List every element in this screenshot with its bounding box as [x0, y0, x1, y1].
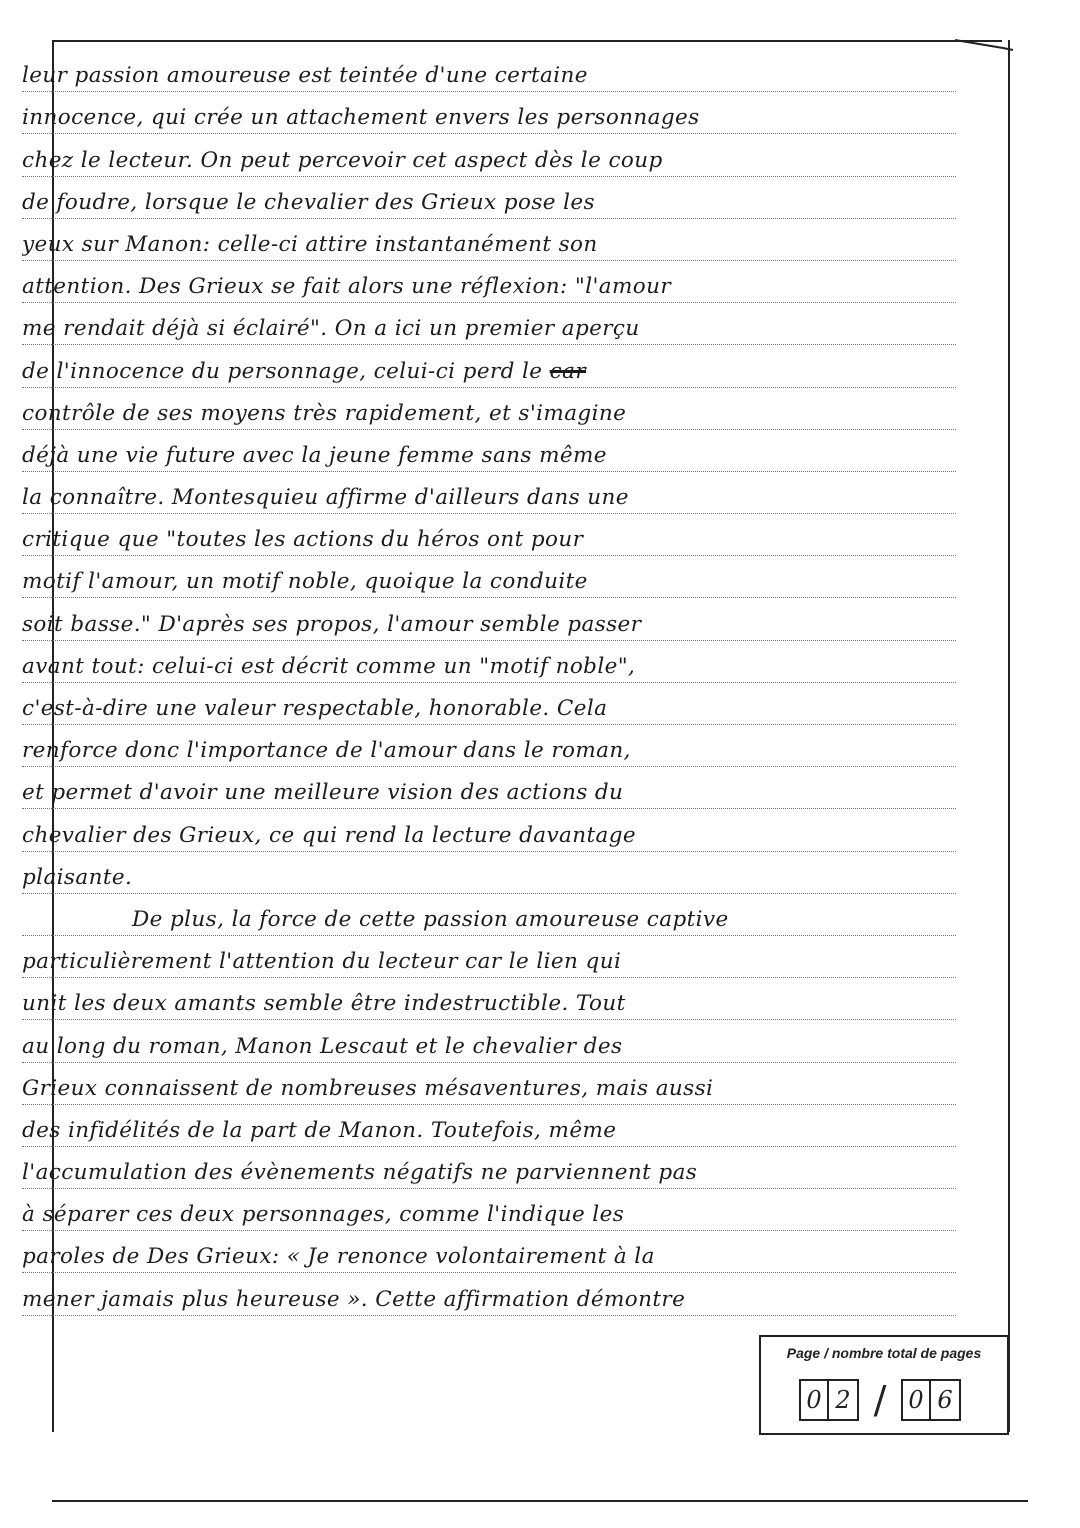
text-line: de foudre, lorsque le chevalier des Grieux pose les — [22, 177, 956, 219]
text-line: et permet d'avoir une meilleure vision des actions du — [22, 767, 956, 809]
top-border — [52, 40, 1002, 42]
text-line: yeux sur Manon: celle-ci attire instantanément son — [22, 219, 956, 261]
struck-out-word: car — [549, 358, 587, 384]
text-line: contrôle de ses moyens très rapidement, et s'imagine — [22, 388, 956, 430]
text-line: des infidélités de la part de Manon. Toutefois, même — [22, 1105, 956, 1147]
text-line: chez le lecteur. On peut percevoir cet aspect dès le coup — [22, 134, 956, 176]
text-line: c'est-à-dire une valeur respectable, honorable. Cela — [22, 683, 956, 725]
total-digit: 0 — [901, 1379, 931, 1421]
text-line: unit les deux amants semble être indestructible. Tout — [22, 978, 956, 1020]
text-line: chevalier des Grieux, ce qui rend la lecture davantage — [22, 809, 956, 851]
handwritten-text-block — [22, 50, 956, 1316]
text-line: renforce donc l'importance de l'amour dans le roman, — [22, 725, 956, 767]
text-line: attention. Des Grieux se fait alors une réflexion: "l'amour — [22, 261, 956, 303]
page-counter-label: Page / nombre total de pages — [786, 1345, 982, 1361]
text-line: leur passion amoureuse est teintée d'une certaine — [22, 50, 956, 92]
text-line: me rendait déjà si éclairé". On a ici un premier aperçu — [22, 303, 956, 345]
text-line: au long du roman, Manon Lescaut et le chevalier des — [22, 1020, 956, 1062]
text-line: la connaître. Montesquieu affirme d'ailleurs dans une — [22, 472, 956, 514]
text-line: avant tout: celui-ci est décrit comme un "motif noble", — [22, 641, 956, 683]
text-line: critique que "toutes les actions du héros ont pour — [22, 514, 956, 556]
text-line: l'accumulation des évènements négatifs ne parviennent pas — [22, 1147, 956, 1189]
corner-fold-mark — [955, 28, 1015, 52]
text-line: motif l'amour, un motif noble, quoique la conduite — [22, 556, 956, 598]
bottom-rule — [52, 1500, 1028, 1502]
page-counter-box — [759, 1335, 1009, 1435]
text-line: paroles de Des Grieux: « Je renonce volontairement à la — [22, 1231, 956, 1273]
text-line: particulièrement l'attention du lecteur car le lien qui — [22, 936, 956, 978]
text-line: déjà une vie future avec la jeune femme sans même — [22, 430, 956, 472]
text-line: mener jamais plus heureuse ». Cette affirmation démontre — [22, 1273, 956, 1315]
text-line: soit basse." D'après ses propos, l'amour semble passer — [22, 598, 956, 640]
page-digit: 0 — [799, 1379, 829, 1421]
text-line: innocence, qui crée un attachement envers les personnages — [22, 92, 956, 134]
text-line: Grieux connaissent de nombreuses mésaventures, mais aussi — [22, 1063, 956, 1105]
text-line: plaisante. — [22, 852, 956, 894]
page-counter-digits — [799, 1379, 961, 1421]
paragraph-start-line: De plus, la force de cette passion amoureuse captive — [22, 894, 956, 936]
page-digit: 2 — [829, 1379, 859, 1421]
page-separator: / — [873, 1378, 887, 1422]
text-line: à séparer ces deux personnages, comme l'indique les — [22, 1189, 956, 1231]
text-line: de l'innocence du personnage, celui-ci perd le car — [22, 345, 956, 387]
total-digit: 6 — [931, 1379, 961, 1421]
